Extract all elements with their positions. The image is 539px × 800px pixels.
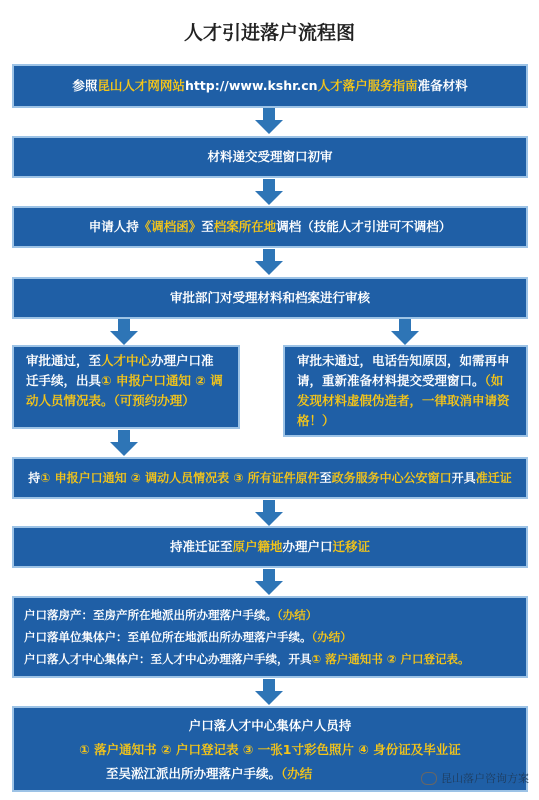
- step1-text-1: 参照: [72, 78, 98, 93]
- option-property: 户口落房产：至房产所在地派出所办理落户手续。（办结）: [24, 608, 318, 622]
- final-line-3: 至吴淞江派出所办理落户手续。（办结: [106, 766, 313, 781]
- step6-text-1: 持准迁证至: [169, 539, 233, 554]
- step5-text-2: 至: [319, 471, 332, 485]
- service-guide-link[interactable]: 人才落户服务指南: [317, 78, 418, 93]
- option-unit-collective: 户口落单位集体户：至单位所在地派出所办理落户手续。（办结）: [24, 630, 352, 644]
- arrow-down: [255, 679, 283, 705]
- arrow-down: [255, 108, 283, 134]
- wechat-icon: [421, 772, 437, 785]
- step-settle-options: [12, 596, 528, 678]
- kshr-site-link[interactable]: 昆山人才网网站: [97, 78, 185, 93]
- step6-text-2: 办理户口: [282, 539, 333, 554]
- rejected-warning: （如发现材料虚假伪造者，一律取消申请资格！）: [297, 373, 510, 428]
- brand-watermark: [421, 770, 529, 786]
- permit-docs: ① 申报户口通知 ② 调动人员情况表 ③ 所有证件原件: [40, 471, 320, 485]
- step5-text-3: 开具: [451, 471, 476, 485]
- brand-text: 昆山落户咨询方案: [441, 772, 529, 785]
- approved-text-1: 审批通过，至: [26, 353, 102, 368]
- approved-text-2: 办理户口准迁手续，出具: [26, 353, 214, 388]
- step5-text-1: 持: [28, 471, 41, 485]
- arrow-down-left: [110, 319, 138, 345]
- flowchart-title: 人才引进落户流程图: [183, 22, 355, 44]
- step-prepare-materials: [12, 64, 528, 108]
- step3-text-1: 申请人持: [88, 219, 139, 234]
- step-transfer-file: [12, 206, 528, 248]
- step-review: [12, 277, 528, 319]
- kshr-url[interactable]: http://www.kshr.cn: [184, 78, 318, 93]
- relocation-permit: 准迁证: [475, 471, 512, 485]
- transfer-letter: 《调档函》: [138, 219, 202, 234]
- arrow-down: [255, 500, 283, 526]
- step4-text: 审批部门对受理材料和档案进行审核: [169, 290, 370, 305]
- step1-text-2: 准备材料: [417, 78, 468, 93]
- police-window: 政务服务中心公安窗口: [331, 471, 452, 485]
- final-docs: ① 落户通知书 ② 户口登记表 ③ 一张1寸彩色照片 ④ 身份证及毕业证: [79, 742, 461, 757]
- arrow-down: [255, 249, 283, 275]
- migration-certificate: 迁移证: [332, 539, 371, 554]
- origin-registry: 原户籍地: [232, 539, 283, 554]
- arrow-down-right: [391, 319, 419, 345]
- appointment-note: （可预约办理）: [113, 393, 195, 408]
- talent-center: 人才中心: [101, 353, 152, 368]
- archive-location: 档案所在地: [213, 219, 277, 234]
- branch-rejected: [283, 345, 528, 437]
- arrow-down: [110, 430, 138, 456]
- rejected-text: 审批未通过，电话告知原因，如需再申请，重新准备材料提交受理窗口。: [297, 353, 510, 388]
- arrow-down: [255, 179, 283, 205]
- step-issue-permit: [12, 457, 528, 499]
- option-talent-collective: 户口落人才中心集体户：至人才中心办理落户手续，开具① 落户通知书 ② 户口登记表。: [24, 652, 470, 666]
- final-line-1: 户口落人才中心集体户人员持: [188, 718, 352, 733]
- step2-text: 材料递交受理窗口初审: [207, 149, 333, 164]
- step3-text-2: 至: [201, 219, 214, 234]
- step-submit-window: [12, 136, 528, 178]
- branch-approved: [12, 345, 240, 429]
- arrow-down: [255, 569, 283, 595]
- step3-text-3: 调档（技能人才引进可不调档）: [276, 219, 452, 234]
- approved-docs: ① 申报户口通知 ② 调动人员情况表。: [26, 373, 223, 408]
- step-migration: [12, 526, 528, 568]
